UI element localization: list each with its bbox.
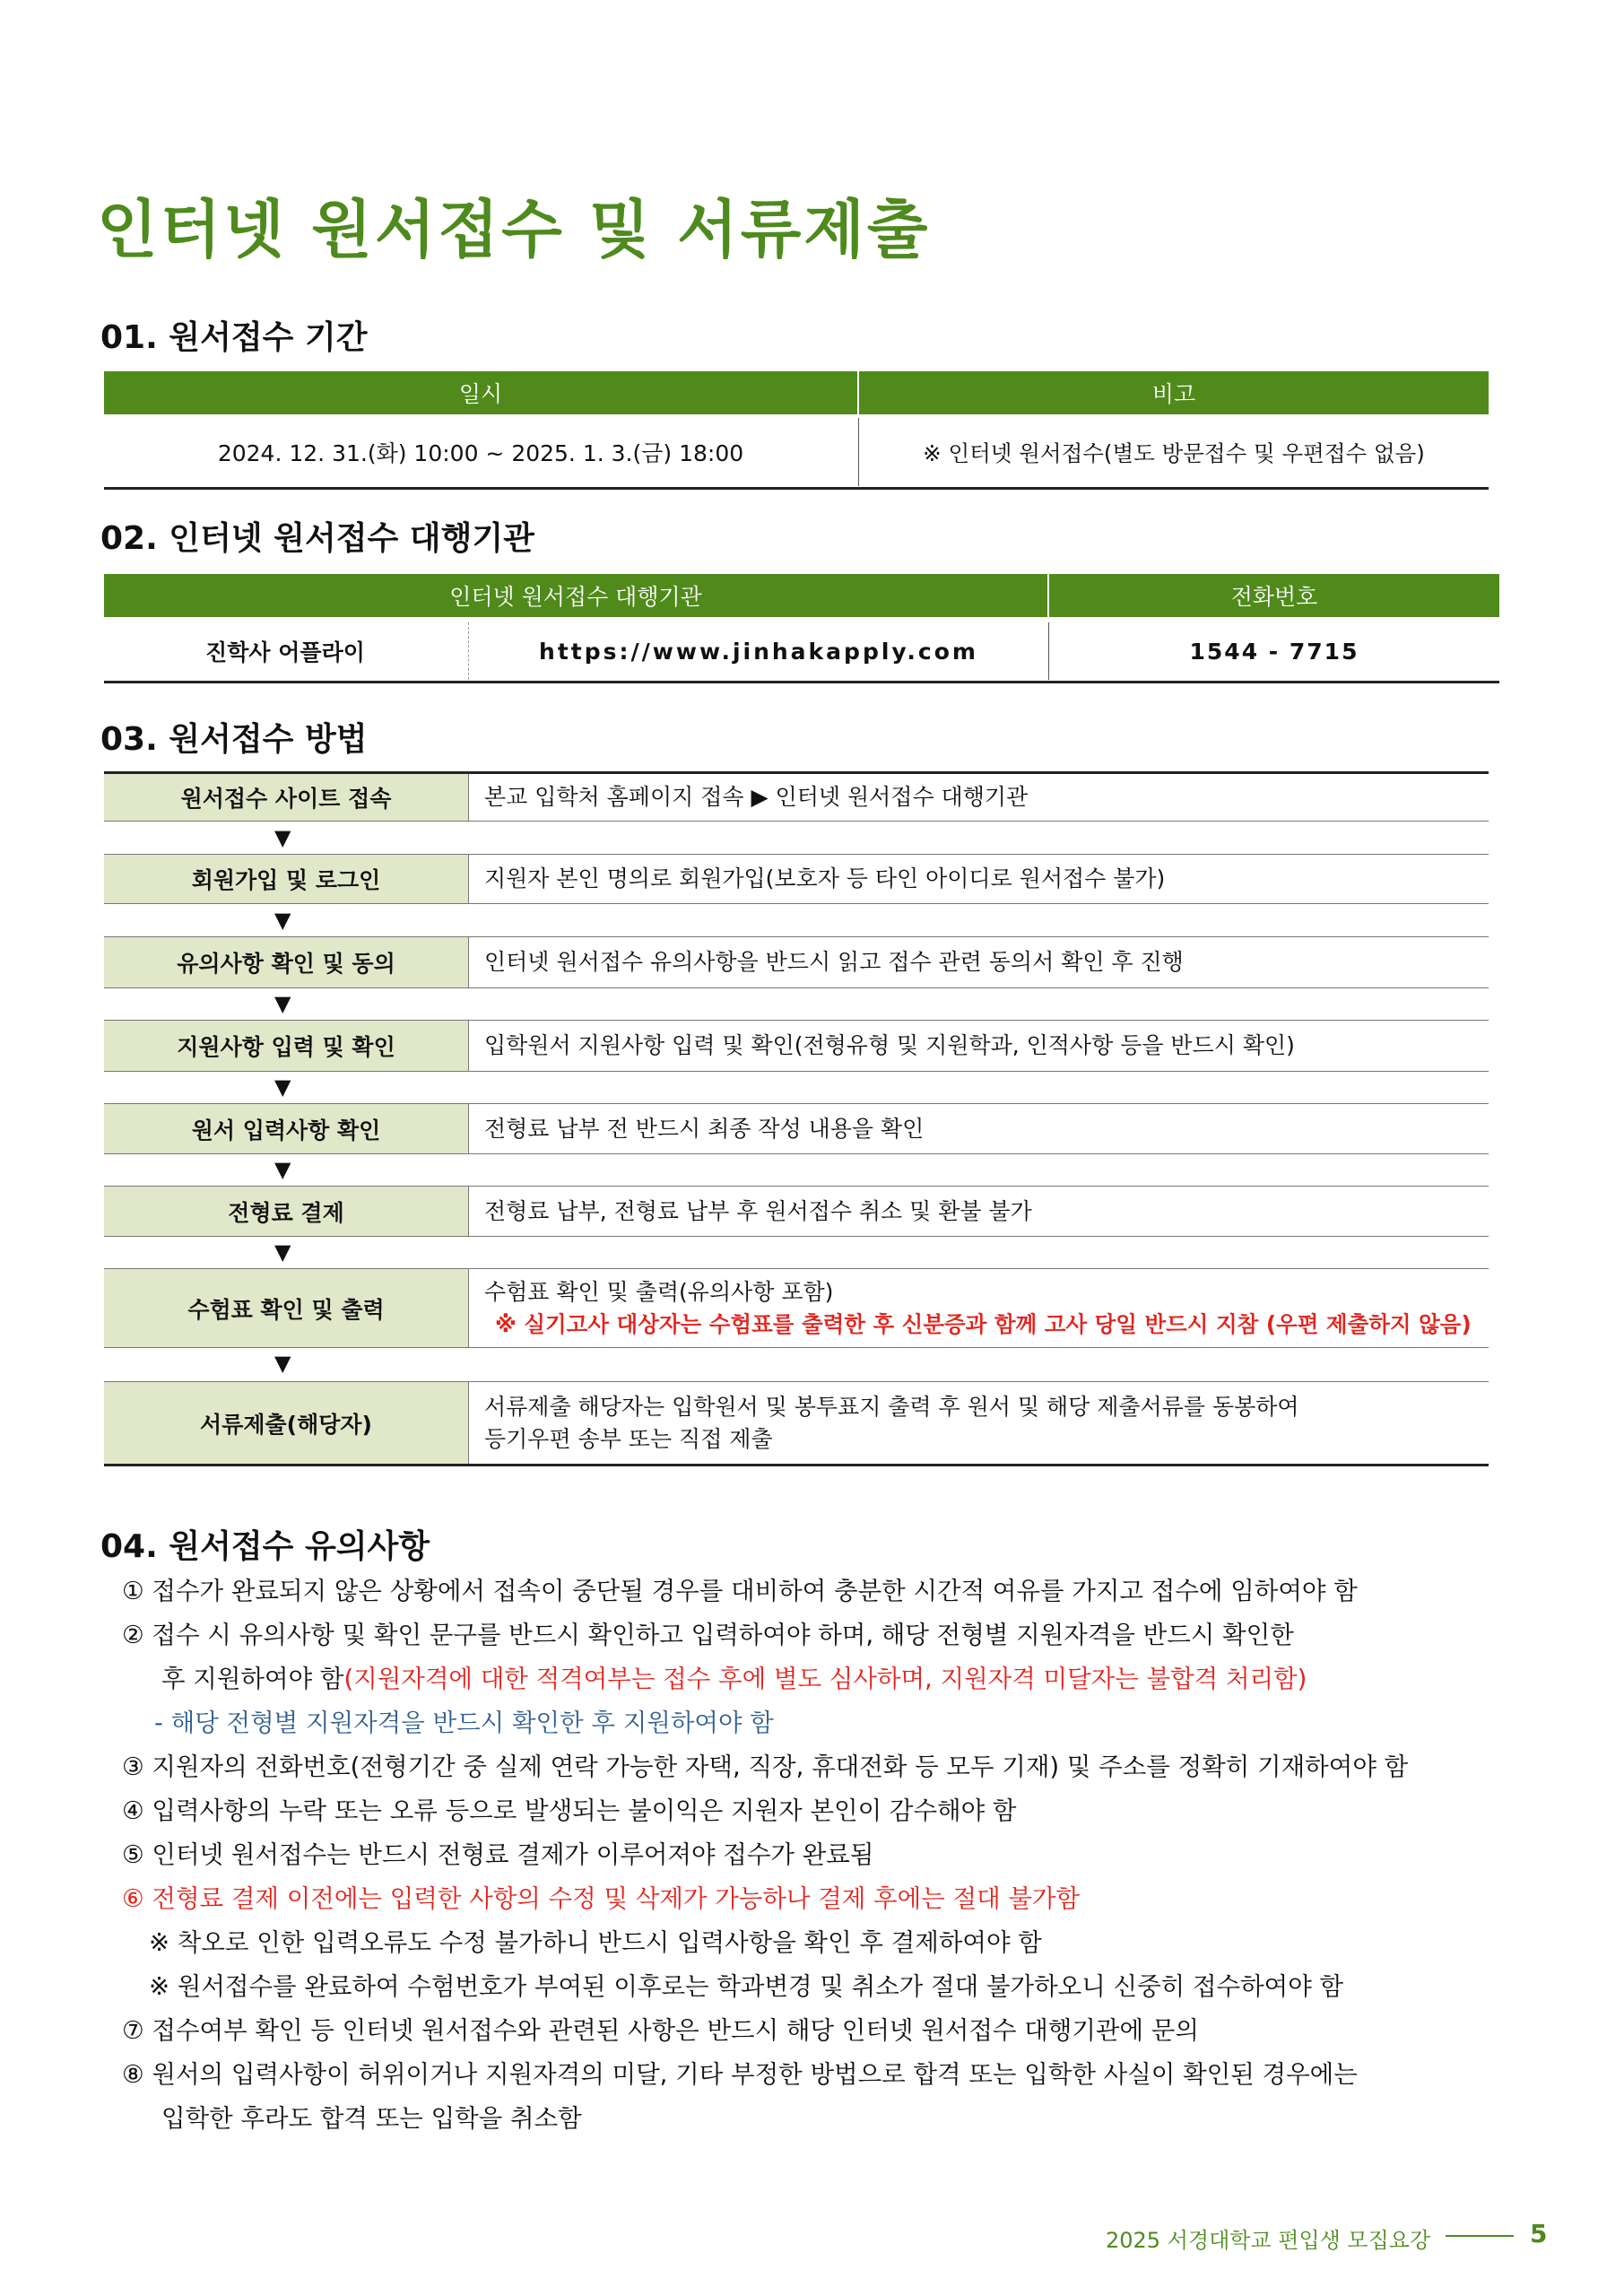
down-arrow-icon: ▼	[274, 1351, 291, 1376]
step-label: 유의사항 확인 및 동의	[104, 937, 468, 987]
step-description: 전형료 납부 전 반드시 최종 작성 내용을 확인	[484, 1115, 925, 1142]
section-title-method: 03. 원서접수 방법	[100, 721, 368, 758]
divider	[468, 1382, 469, 1464]
divider	[468, 937, 469, 987]
divider	[858, 418, 859, 486]
divider	[104, 987, 1489, 988]
divider	[468, 622, 469, 680]
step-description: 본교 입학처 홈페이지 접속 ▶ 인터넷 원서접수 대행기관	[484, 784, 1029, 810]
down-arrow-icon: ▼	[274, 1239, 291, 1265]
caution-item-continued: 후 지원하여야 함(지원자격에 대한 적격여부는 접수 후에 별도 심사하며, 지원자격 미달자는 불합격 처리함)	[161, 1665, 1307, 1693]
period-date-value: 2024. 12. 31.(화) 10:00 ~ 2025. 1. 3.(금) 18:00	[217, 440, 744, 466]
table-header-remarks: 비고	[859, 371, 1489, 414]
down-arrow-icon: ▼	[274, 908, 291, 933]
caution-item: ④ 입력사항의 누락 또는 오류 등으로 발생되는 불이익은 지원자 본인이 감수해야 함	[122, 1796, 1017, 1825]
divider	[104, 1153, 1489, 1154]
footer-divider	[1446, 2235, 1514, 2237]
divider	[468, 1021, 469, 1071]
step-label: 원서접수 사이트 접속	[104, 774, 468, 821]
step-description: 수험표 확인 및 출력(유의사항 포함) ※ 실기고사 대상자는 수험표를 출력한 후 신분증과 함께 고사 당일 반드시 지참 (우편 제출하지 않음)	[484, 1269, 1489, 1347]
agency-name: 진학사 어플라이	[205, 639, 365, 665]
step-description: 인터넷 원서접수 유의사항을 반드시 읽고 접수 관련 동의서 확인 후 진행	[484, 949, 1184, 975]
caution-item: ② 접수 시 유의사항 및 확인 문구를 반드시 확인하고 입력하여야 하며, 해당 전형별 지원자격을 반드시 확인한	[122, 1621, 1294, 1649]
caution-subnote: - 해당 전형별 지원자격을 반드시 확인한 후 지원하여야 함	[154, 1709, 774, 1737]
period-remarks-value: ※ 인터넷 원서접수(별도 방문접수 및 우편접수 없음)	[923, 439, 1425, 466]
divider	[468, 1104, 469, 1153]
down-arrow-icon: ▼	[274, 1074, 291, 1100]
caution-item: ⑧ 원서의 입력사항이 허위이거나 지원자격의 미달, 기타 부정한 방법으로 합격 또는 입학한 사실이 확인된 경우에는	[122, 2060, 1358, 2089]
divider	[468, 1269, 469, 1347]
divider	[104, 903, 1489, 904]
page-number: 5	[1530, 2219, 1548, 2248]
divider	[468, 1187, 469, 1236]
section-title-period: 01. 원서접수 기간	[100, 319, 368, 356]
table-header-phone: 전화번호	[1049, 574, 1499, 617]
divider	[104, 821, 1489, 822]
down-arrow-icon: ▼	[274, 1157, 291, 1182]
footer-title: 2025 서경대학교 편입생 모집요강	[1106, 2228, 1431, 2253]
divider	[104, 1464, 1489, 1466]
table-header-date: 일시	[104, 371, 857, 414]
page-title: 인터넷 원서접수 및 서류제출	[97, 193, 931, 266]
step-label: 지원사항 입력 및 확인	[104, 1021, 468, 1071]
down-arrow-icon: ▼	[274, 825, 291, 850]
table-header-agency: 인터넷 원서접수 대행기관	[104, 574, 1047, 617]
divider	[104, 1236, 1489, 1237]
divider	[104, 1347, 1489, 1348]
step-label: 서류제출(해당자)	[104, 1382, 468, 1464]
divider	[104, 1071, 1489, 1072]
step-description: 입학원서 지원사항 입력 및 확인(전형유형 및 지원학과, 인적사항 등을 반드시 확인)	[484, 1032, 1295, 1058]
caution-item: ③ 지원자의 전화번호(전형기간 중 실제 연락 가능한 자택, 직장, 휴대전화 등 모두 기재) 및 주소를 정확히 기재하여야 함	[122, 1752, 1409, 1781]
step-description: 지원자 본인 명의로 회원가입(보호자 등 타인 아이디로 원서접수 불가)	[484, 865, 1166, 891]
caution-item: ① 접수가 완료되지 않은 상황에서 접속이 중단될 경우를 대비하여 충분한 시간적 여유를 가지고 접수에 임하여야 함	[122, 1577, 1358, 1605]
agency-url-link[interactable]: https://www.jinhakapply.com	[539, 638, 978, 665]
section-title-agency: 02. 인터넷 원서접수 대행기관	[100, 520, 534, 557]
step-label: 회원가입 및 로그인	[104, 855, 468, 903]
caution-item-warning: ⑥ 전형료 결제 이전에는 입력한 사항의 수정 및 삭제가 가능하나 결제 후에는 절대 불가함	[122, 1884, 1081, 1913]
caution-item: ⑦ 접수여부 확인 등 인터넷 원서접수와 관련된 사항은 반드시 해당 인터넷 원서접수 대행기관에 문의	[122, 2016, 1199, 2045]
down-arrow-icon: ▼	[274, 991, 291, 1016]
section-title-cautions: 04. 원서접수 유의사항	[100, 1528, 430, 1565]
exam-notice-warning: ※ 실기고사 대상자는 수험표를 출력한 후 신분증과 함께 고사 당일 반드시 지참 (우편 제출하지 않음)	[495, 1310, 1472, 1337]
caution-item-continued: 입학한 후라도 합격 또는 입학을 취소함	[161, 2104, 582, 2133]
caution-item: ⑤ 인터넷 원서접수는 반드시 전형료 결제가 이루어져야 접수가 완료됨	[122, 1840, 874, 1869]
agency-phone: 1544 - 7715	[1189, 638, 1359, 665]
divider	[104, 487, 1489, 490]
step-description: 전형료 납부, 전형료 납부 후 원서접수 취소 및 환불 불가	[484, 1197, 1032, 1224]
divider	[468, 774, 469, 821]
step-label: 수험표 확인 및 출력	[104, 1269, 468, 1347]
divider	[468, 855, 469, 903]
step-label: 전형료 결제	[104, 1187, 468, 1236]
caution-subnote: ※ 원서접수를 완료하여 수험번호가 부여된 이후로는 학과변경 및 취소가 절대 불가하오니 신중히 접수하여야 함	[149, 1972, 1344, 2001]
caution-subnote: ※ 착오로 인한 입력오류도 수정 불가하니 반드시 입력사항을 확인 후 결제하여야 함	[149, 1928, 1042, 1957]
divider	[104, 681, 1499, 683]
step-label: 원서 입력사항 확인	[104, 1104, 468, 1153]
step-description: 서류제출 해당자는 입학원서 및 봉투표지 출력 후 원서 및 해당 제출서류를 동봉하여 등기우편 송부 또는 직접 제출	[484, 1393, 1299, 1452]
